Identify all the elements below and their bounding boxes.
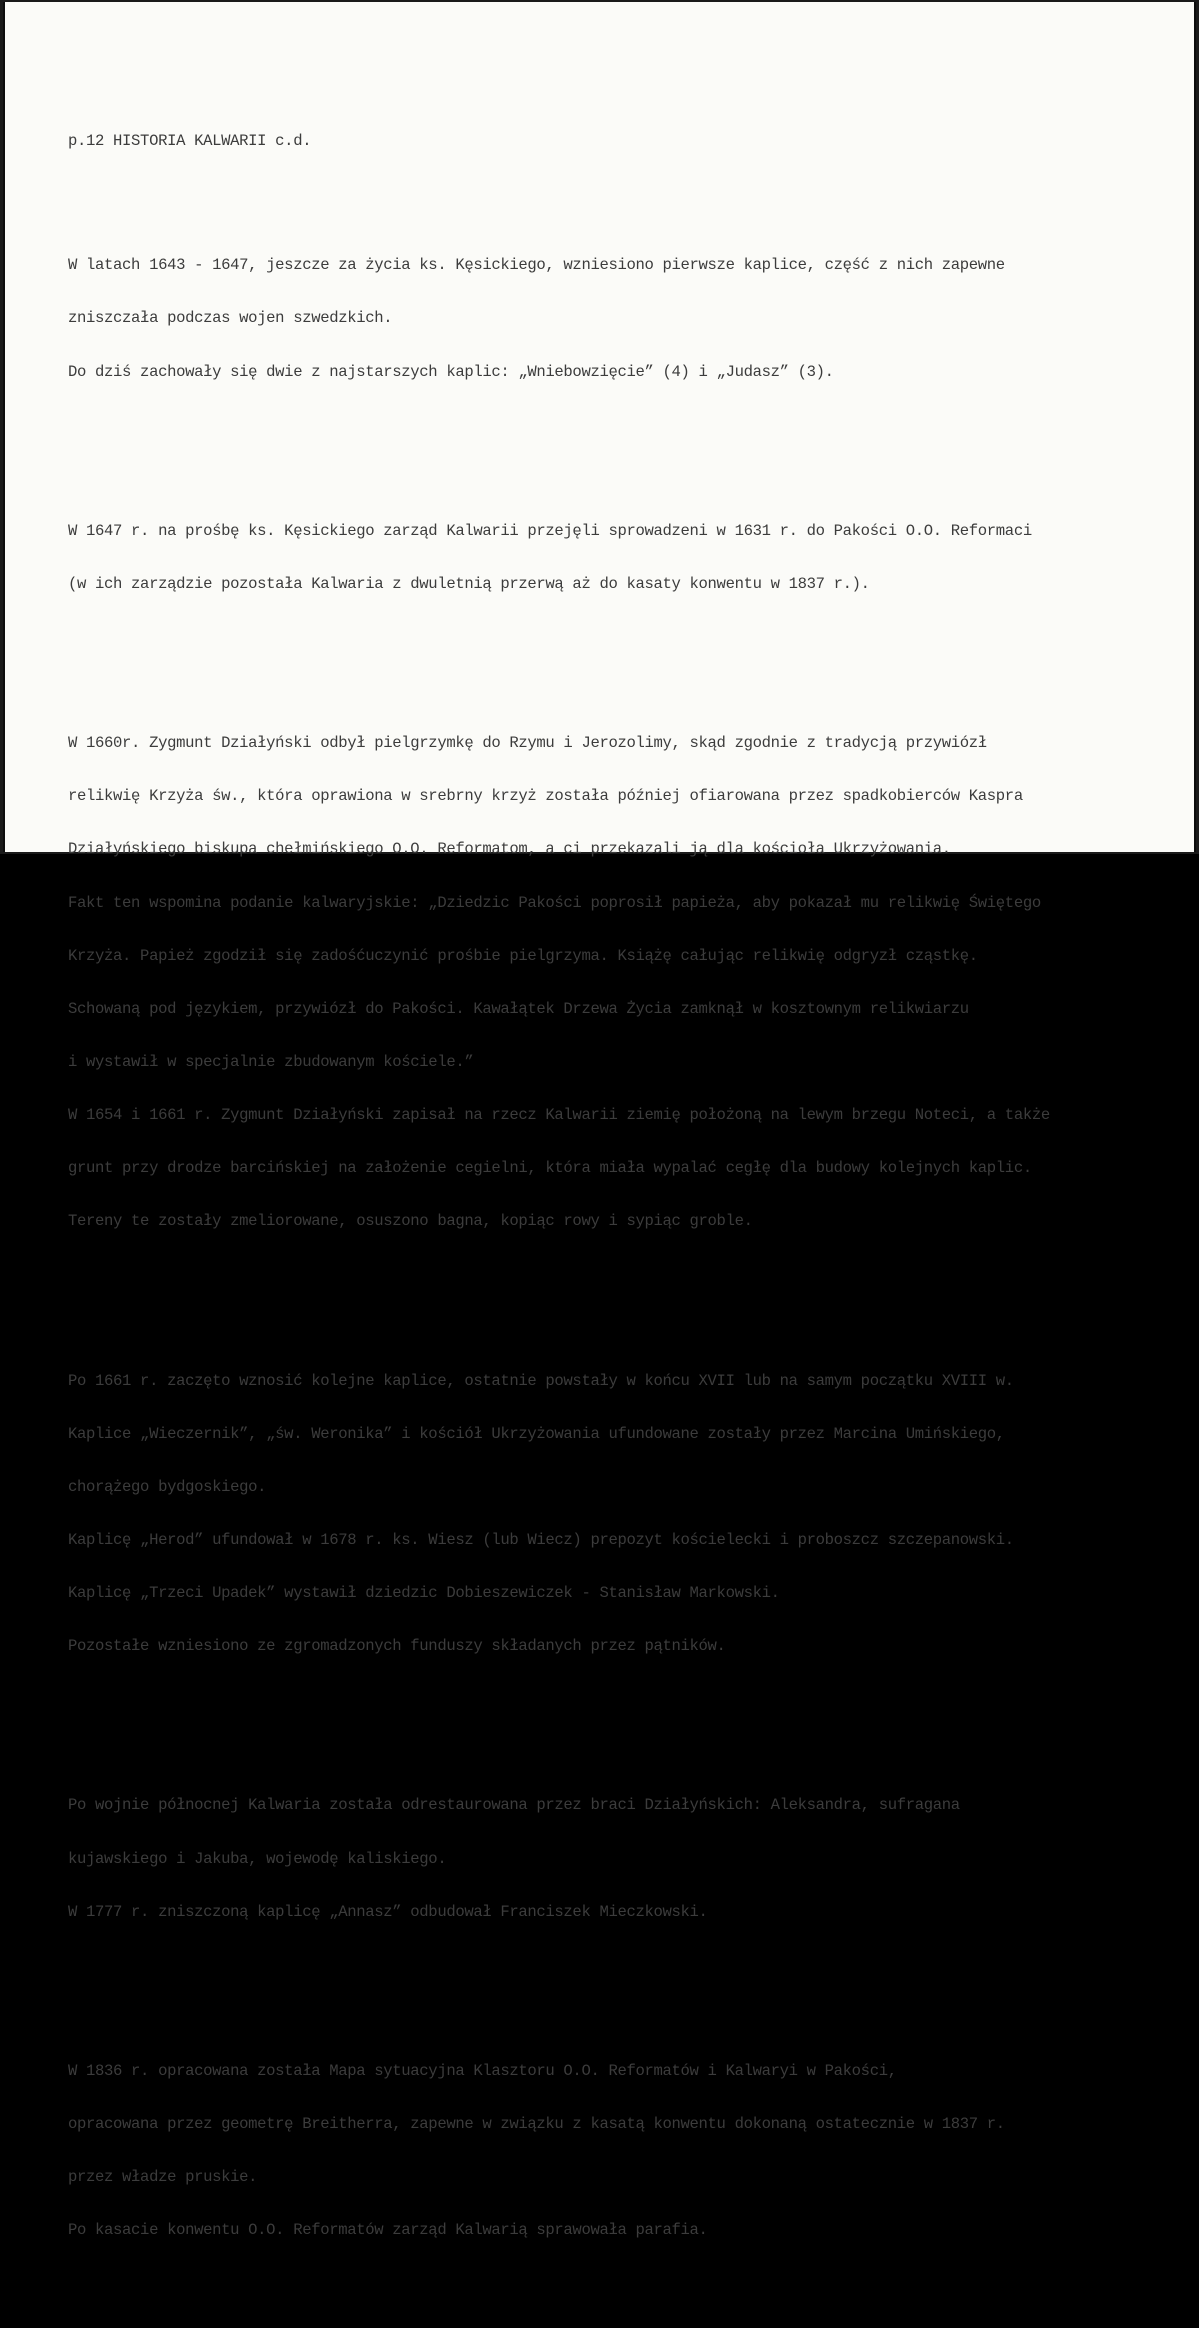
paragraph-6: [68, 2028, 1178, 2276]
text-line: kujawskiego i Jakuba, wojewodę kaliskiego.: [68, 1849, 447, 1868]
text-line: grunt przy drodze barcińskiej na założenie cegielni, która miała wypalać cegłę dla budowy kolejnych kaplic.: [68, 1159, 1032, 1178]
page-heading: p.12 HISTORIA KALWARII c.d.: [68, 132, 312, 151]
paragraph-5: [68, 1762, 1178, 1957]
text-line: Po 1661 r. zaczęto wznosić kolejne kaplice, ostatnie powstały w końcu XVII lub na samym początku XVIII w.: [68, 1371, 1014, 1390]
text-line: W 1836 r. opracowana została Mapa sytuacyjna Klasztoru O.O. Reformatów i Kalwaryi w Pakości,: [68, 2061, 897, 2080]
text-line: zniszczała podczas wojen szwedzkich.: [68, 309, 393, 328]
document-body: [68, 98, 1178, 2328]
text-line: Schowaną pod językiem, przywiózł do Pakości. Kawałątek Drzewa Życia zamknął w kosztownym relikwiarzu: [68, 999, 969, 1018]
text-line: Pozostałe wzniesiono ze zgromadzonych funduszy składanych przez pątników.: [68, 1637, 726, 1656]
paragraph-2: [68, 487, 1178, 629]
text-line: relikwię Krzyża św., która oprawiona w srebrny krzyż została później ofiarowana przez spadkobierców Kaspra: [68, 787, 1023, 806]
text-line: Tereny te zostały zmeliorowane, osuszono bagna, kopiąc rowy i sypiąc groble.: [68, 1212, 753, 1231]
text-line: opracowana przez geometrę Breitherra, zapewne w związku z kasatą konwentu dokonaną ostatecznie w 1837 r.: [68, 2115, 1005, 2134]
text-line: Kaplice „Wieczernik”, „św. Weronika” i kościół Ukrzyżowania ufundowane zostały przez Marcina Umińskiego,: [68, 1424, 1005, 1443]
text-line: W 1654 i 1661 r. Zygmunt Działyński zapisał na rzecz Kalwarii ziemię położoną na lewym brzegu Noteci, a także: [68, 1106, 1050, 1125]
text-line: Działyńskiego biskupa chełmińskiego O.O. Reformatom, a ci przekazali ją dla kościoła Ukrzyżowania.: [68, 840, 951, 859]
text-line: (w ich zarządzie pozostała Kalwaria z dwuletnią przerwą aż do kasaty konwentu w 1837 r.).: [68, 574, 870, 593]
text-line: W latach 1643 - 1647, jeszcze za życia ks. Kęsickiego, wzniesiono pierwsze kaplice, część z nich zapewne: [68, 256, 1005, 275]
text-line: W 1777 r. zniszczoną kaplicę „Annasz” odbudował Franciszek Mieczkowski.: [68, 1902, 708, 1921]
text-line: Fakt ten wspomina podanie kalwaryjskie: „Dziedzic Pakości poprosił papieża, aby pokazał mu relikwię Świętego: [68, 893, 1041, 912]
paragraph-3: [68, 700, 1178, 1267]
text-line: W 1647 r. na prośbę ks. Kęsickiego zarząd Kalwarii przejęli sprowadzeni w 1631 r. do Pakości O.O. Reformaci: [68, 521, 1032, 540]
text-line: przez władze pruskie.: [68, 2168, 258, 2187]
text-line: i wystawił w specjalnie zbudowanym kościele.”: [68, 1052, 474, 1071]
text-line: W 1660r. Zygmunt Działyński odbył pielgrzymkę do Rzymu i Jerozolimy, skąd zgodnie z tradycją przywiózł: [68, 734, 987, 753]
paragraph-1: [68, 222, 1178, 417]
paragraph-4: [68, 1337, 1178, 1691]
document-page: [3, 2, 1196, 2240]
text-line: Do dziś zachowały się dwie z najstarszych kaplic: „Wniebowzięcie” (4) i „Judasz” (3).: [68, 362, 834, 381]
text-line: Kaplicę „Trzeci Upadek” wystawił dziedzic Dobieszewiczek - Stanisław Markowski.: [68, 1584, 780, 1602]
text-line: Kaplicę „Herod” ufundował w 1678 r. ks. Wiesz (lub Wiecz) prepozyt kościelecki i proboszcz szczepanowski.: [68, 1530, 1014, 1549]
text-line: Po kasacie konwentu O.O. Reformatów zarząd Kalwarią sprawowała parafia.: [68, 2221, 708, 2240]
text-line: Krzyża. Papież zgodził się zadośćuczynić prośbie pielgrzyma. Książę całując relikwię odgryzł cząstkę.: [68, 946, 978, 965]
text-line: chorążego bydgoskiego.: [68, 1477, 267, 1496]
text-line: Po wojnie północnej Kalwaria została odrestaurowana przez braci Działyńskich: Aleksandra, sufragana: [68, 1796, 960, 1815]
